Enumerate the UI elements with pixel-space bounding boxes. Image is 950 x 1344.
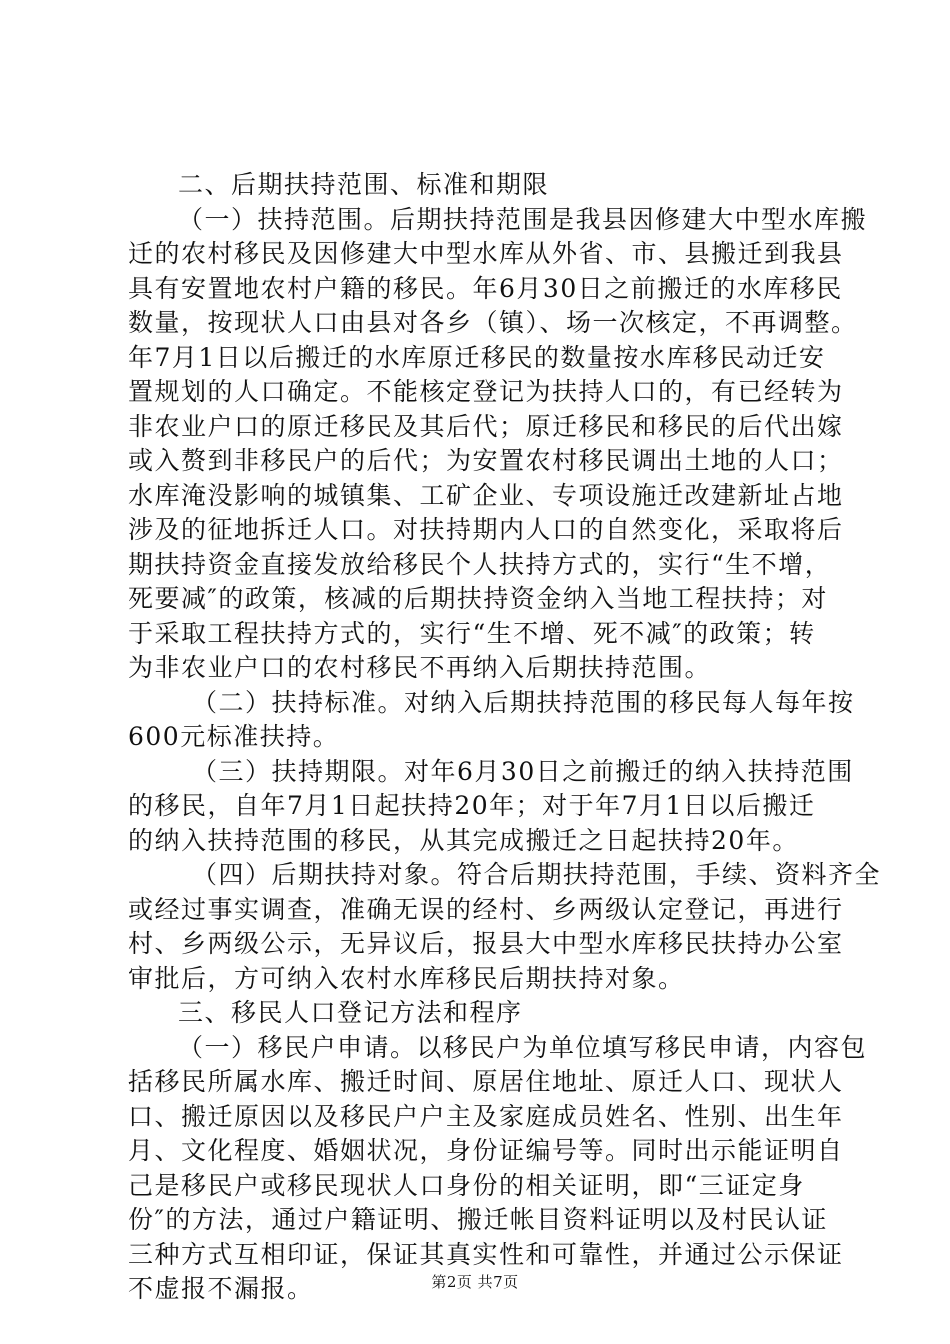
paragraph-line: （一）移民户申请。以移民户为单位填写移民申请，内容包 xyxy=(178,1032,868,1062)
paragraph-line: 或经过事实调查，准确无误的经村、乡两级认定登记，再进行 xyxy=(128,894,844,924)
paragraph-line: 于采取工程扶持方式的，实行“生不增、死不减″的政策；转 xyxy=(128,618,816,648)
paragraph-line: （三）扶持期限。对年6月30日之前搬迁的纳入扶持范围 xyxy=(192,756,854,786)
page-footer xyxy=(0,1271,950,1292)
section-heading-3: 三、移民人口登记方法和程序 xyxy=(178,998,523,1027)
paragraph-line: （二）扶持标准。对纳入后期扶持范围的移民每人每年按 xyxy=(192,687,855,717)
paragraph-line: 期扶持资金直接发放给移民个人扶持方式的，实行“生不增， xyxy=(128,549,832,579)
paragraph-line: 的纳入扶持范围的移民，从其完成搬迁之日起扶持20年。 xyxy=(128,825,799,855)
paragraph-line: 括移民所属水库、搬迁时间、原居住地址、原迁人口、现状人 xyxy=(128,1067,844,1096)
paragraph-line: 月、文化程度、婚姻状况，身份证编号等。同时出示能证明自 xyxy=(128,1136,844,1165)
paragraph-line: 或入赘到非移民户的后代；为安置农村移民调出土地的人口； xyxy=(128,446,844,475)
paragraph-line: 非农业户口的原迁移民及其后代；原迁移民和移民的后代出嫁 xyxy=(128,411,844,441)
paragraph-line: 的移民，自年7月1日起扶持20年；对于年7月1日以后搬迁 xyxy=(128,791,816,820)
paragraph-line: 为非农业户口的农村移民不再纳入后期扶持范围。 xyxy=(128,653,712,682)
paragraph-line: 水库淹没影响的城镇集、工矿企业、专项设施迁改建新址占地 xyxy=(128,480,844,510)
paragraph-line: 死要减″的政策，核减的后期扶持资金纳入当地工程扶持；对 xyxy=(128,584,828,613)
paragraph-line: 数量，按现状人口由县对各乡（镇）、场一次核定，不再调整。 xyxy=(128,308,858,337)
paragraph-line: 迁的农村移民及因修建大中型水库从外省、市、县搬迁到我县 xyxy=(128,239,844,268)
paragraph-line: 置规划的人口确定。不能核定登记为扶持人口的，有已经转为 xyxy=(128,377,844,406)
paragraph-line: （四）后期扶持对象。符合后期扶持范围，手续、资料齐全 xyxy=(192,860,882,889)
section-heading-2: 二、后期扶持范围、标准和期限 xyxy=(178,170,550,199)
paragraph-line: 具有安置地农村户籍的移民。年6月30日之前搬迁的水库移民 xyxy=(128,273,843,303)
paragraph-line: 三种方式互相印证，保证其真实性和可靠性，并通过公示保证 xyxy=(128,1239,844,1269)
paragraph-line: 600元标准扶持。 xyxy=(128,722,340,751)
paragraph-line: 口、搬迁原因以及移民户户主及家庭成员姓名、性别、出生年 xyxy=(128,1101,844,1131)
paragraph-line: 份″的方法，通过户籍证明、搬迁帐目资料证明以及村民认证 xyxy=(128,1205,828,1234)
paragraph-line: 不虚报不漏报。 xyxy=(128,1274,314,1303)
document-body xyxy=(128,168,882,1307)
paragraph-line: （一）扶持范围。后期扶持范围是我县因修建大中型水库搬 xyxy=(178,204,868,234)
paragraph-line: 涉及的征地拆迁人口。对扶持期内人口的自然变化，采取将后 xyxy=(128,515,844,544)
page-number-label: 第2页 共7页 xyxy=(431,1273,519,1291)
paragraph-line: 己是移民户或移民现状人口身份的相关证明，即“三证定身 xyxy=(128,1170,805,1200)
paragraph-line: 年7月1日以后搬迁的水库原迁移民的数量按水库移民动迁安 xyxy=(128,342,826,372)
paragraph-line: 村、乡两级公示，无异议后，报县大中型水库移民扶持办公室 xyxy=(128,929,844,958)
paragraph-line: 审批后，方可纳入农村水库移民后期扶持对象。 xyxy=(128,963,685,993)
